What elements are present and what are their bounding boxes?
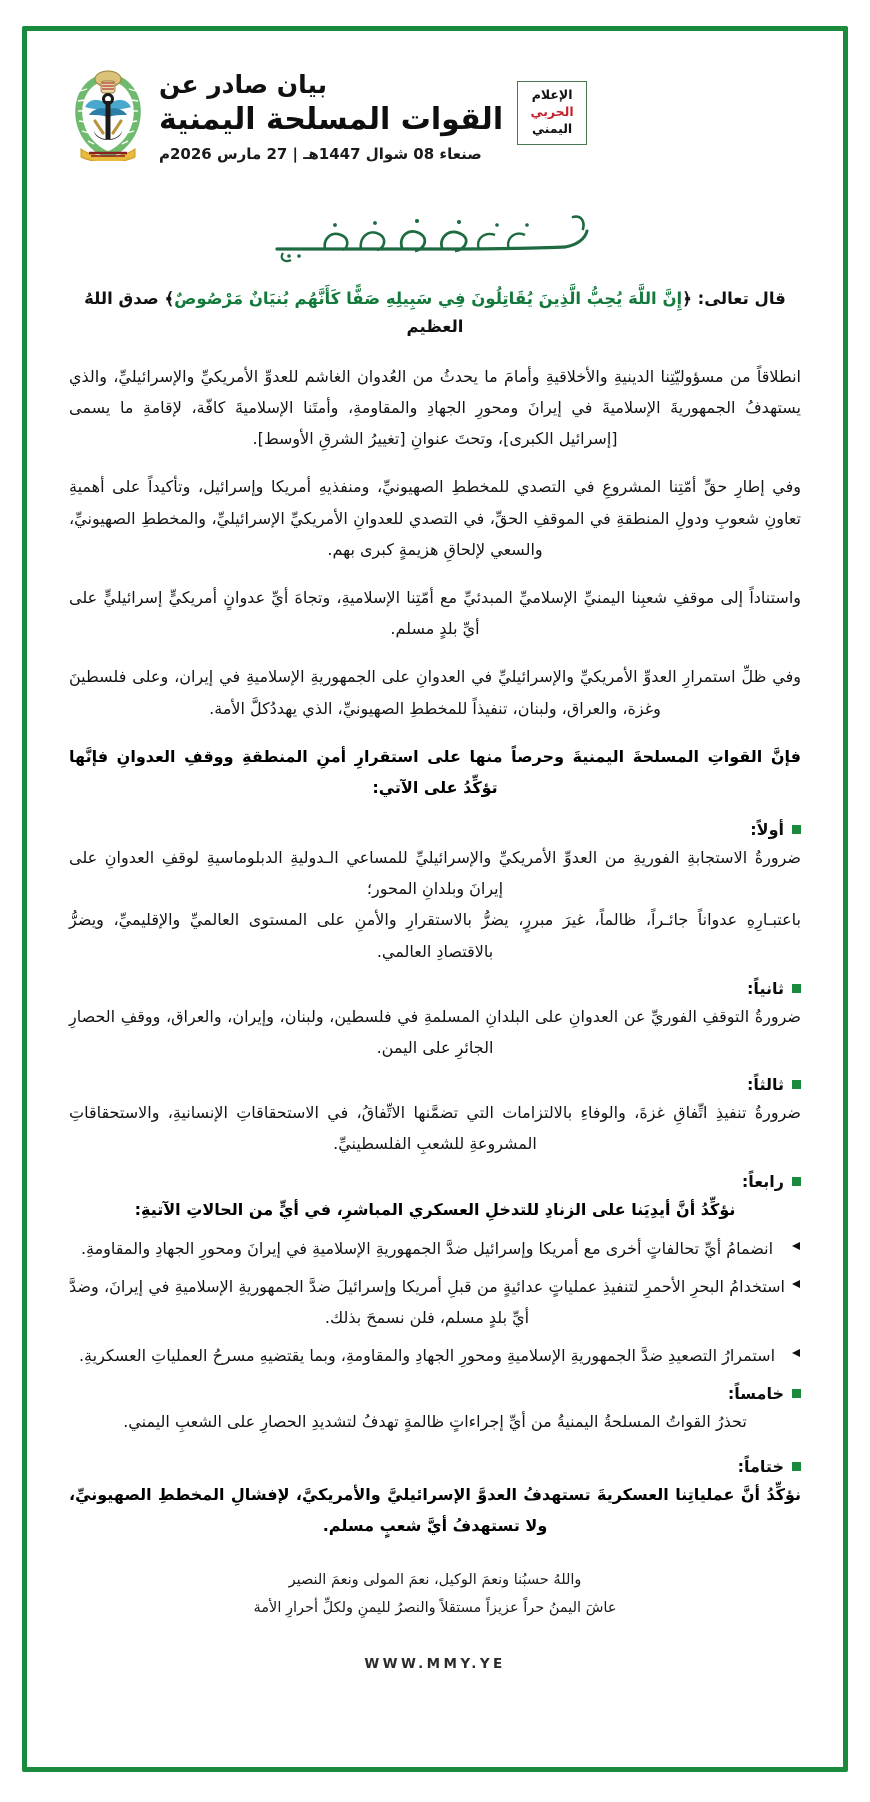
point-label: ثانياً: — [747, 978, 784, 998]
square-bullet-icon — [792, 1389, 801, 1398]
list-item — [69, 1340, 801, 1371]
square-bullet-icon — [792, 1080, 801, 1089]
point-label: ثالثاً: — [747, 1075, 784, 1095]
point-text: باعتبـارِهِ عدواناً جائـراً، ظالماً، غيرَ مبررٍ، يضرُّ بالاستقرارِ والأمنِ على المستوى العالميِّ والإقليميِّ، ويضرُّ بالاقتصادِ العالمي. — [69, 910, 801, 961]
point-heading — [69, 979, 801, 998]
point-heading — [69, 1172, 801, 1191]
media-logo-line-3: اليمني — [532, 120, 573, 136]
statement-point — [69, 1075, 801, 1159]
media-logo-line-1: الإعلام — [531, 87, 573, 102]
square-bullet-icon — [792, 984, 801, 993]
statement-prefix: بيان صادر عن — [159, 70, 328, 99]
quran-verse — [69, 285, 801, 341]
header-title-block — [159, 65, 503, 163]
document-header — [69, 57, 801, 163]
point-label: رابعاً: — [741, 1171, 784, 1191]
point-label: خامساً: — [727, 1383, 784, 1403]
verse-quran-text: إِنَّ اللَّهَ يُحِبُّ الَّذِينَ يُقَاتِلُونَ فِي سَبِيلِهِ صَفًّا كَأَنَّهُم بُنيَانٌ مَرْصُوصٌ — [174, 288, 683, 308]
point-text: ضرورةُ تنفيذِ اتِّفاقِ غزةَ، والوفاءِ بالالتزامات التي تضمَّنها الاتِّفاقُ، في الاستحقاقاتِ الإنسانيةِ، والاستحقاقاتِ المشروعةِ للشعبِ الفلسطينيِّ. — [69, 1103, 801, 1154]
war-media-logo — [517, 81, 587, 145]
statement-point — [69, 979, 801, 1063]
website-footer[interactable]: WWW.MMY.YE — [364, 1656, 506, 1673]
point-text: ضرورةُ الاستجابةِ الفوريةِ من العدوِّ الأمريكيِّ والإسرائيليِّ للمساعي الـدوليةِ الدبلوماسيةِ لوقفِ العدوانِ على إيرانَ وبلدانِ المحور؛ — [69, 848, 801, 899]
document-frame — [22, 26, 848, 1772]
page-title: القوات المسلحة اليمنية — [159, 101, 504, 137]
arrow-bullet-icon — [792, 1349, 801, 1358]
signature-line-2: عاشَ اليمنُ حراً عزيزاً مستقلاً والنصرُ لليمنِ ولكلِّ أحرارِ الأمة — [253, 1599, 617, 1616]
sub-item-text: انضمامُ أيِّ تحالفاتٍ أخرى مع أمريكا وإسرائيل ضدَّ الجمهوريةِ الإسلاميةِ في إيرانَ ومحورِ الجهادِ والمقاومةِ. — [80, 1238, 774, 1258]
yemeni-armed-forces-emblem-icon — [71, 65, 145, 161]
closing-heading — [69, 1457, 801, 1476]
statement-point — [69, 1384, 801, 1437]
list-item — [69, 1233, 801, 1264]
arrow-bullet-icon — [792, 1242, 801, 1251]
body-paragraph: وفي إطارِ حقِّ أمّتِنا المشروعِ في التصدي للمخططِ الصهيونيِّ، ومنفذيهِ أمريكا وإسرائيل، وتأكيداً على أهميةِ تعاونِ شعوبِ ودولِ المنطقةِ في الموقفِ الحقِّ، في التصدي للعدوانِ الأمريكيِّ الإسرائيليِّ، والمخططِ الصهيونيِّ، والسعي لإلحاقِ هزيمةٍ كبرى بهم. — [69, 477, 801, 559]
square-bullet-icon — [792, 1462, 801, 1471]
arrow-bullet-icon — [792, 1280, 801, 1289]
point-sub-list — [69, 1233, 801, 1372]
square-bullet-icon — [792, 1177, 801, 1186]
statement-date: صنعاء 08 شوال 1447هـ | 27 مارس 2026م — [159, 144, 482, 163]
square-bullet-icon — [792, 825, 801, 834]
point-heading — [69, 1075, 801, 1094]
body-paragraph: واستناداً إلى موقفِ شعبِنا اليمنيِّ الإسلاميِّ المبدئيِّ مع أمّتِنا الإسلاميةِ، وتجاهَ أيِّ عدوانٍ أمريكيٍّ إسرائيليٍّ على أيِّ بلدٍ مسلم. — [69, 587, 801, 639]
closing-label: ختاماً: — [737, 1456, 784, 1476]
point-text: نؤكِّدُ أنَّ أيدِيَنا على الزنادِ للتدخلِ العسكري المباشرِ، في أيٍّ من الحالاتِ الآتيةِ: — [134, 1199, 736, 1219]
closing-section — [69, 1457, 801, 1541]
point-text: ضرورةُ التوقفِ الفوريِّ عن العدوانِ على البلدانِ المسلمةِ في فلسطين، ولبنان، وإيران، والعراق، ووقفِ الحصارِ الجائرِ على اليمن. — [69, 1006, 801, 1058]
signature-block — [69, 1567, 801, 1622]
verse-intro: قال تعالى: ﴿ — [682, 288, 786, 308]
lead-statement: فإنَّ القواتِ المسلحةَ اليمنيةَ وحرصاً منها على استقرارِ أمنِ المنطقةِ ووقفِ العدوانِ فإنَّها تؤكِّدُ على الآتي: — [69, 746, 801, 797]
verse-outro: ﴾ صدق اللهُ العظيم — [84, 288, 464, 336]
list-item — [69, 1271, 801, 1333]
statement-point — [69, 820, 801, 967]
body-paragraph: وفي ظلِّ استمرارِ العدوِّ الأمريكيِّ والإسرائيليِّ في العدوانِ على الجمهوريةِ الإسلاميةِ في إيران، وعلى فلسطينَ وغزة، والعراق، ولبنان، تنفيذاً للمخططِ الصهيونيِّ، الذي يهددُكلَّ الأمة. — [69, 667, 801, 718]
sub-item-text: استمرارُ التصعيدِ ضدَّ الجمهوريةِ الإسلاميةِ ومحورِ الجهادِ والمقاومةِ، وبما يقتضيهِ مسرحُ العملياتِ العسكريةِ. — [78, 1346, 776, 1366]
point-heading — [69, 820, 801, 839]
point-heading — [69, 1384, 801, 1403]
signature-line-1: واللهُ حسبُنا ونعمَ الوكيل، نعمَ المولى ونعمَ النصير — [288, 1572, 582, 1589]
media-logo-line-2: الحربي — [530, 103, 574, 119]
closing-text: نؤكِّدُ أنَّ عملياتِنا العسكريةَ تستهدفُ العدوَّ الإسرائيليَّ والأمريكيَّ، لإفشالِ المخططِ الصهيونيِّ، ولا تستهدفُ أيَّ شعبٍ مسلم. — [69, 1484, 801, 1535]
sub-item-text: استخدامُ البحرِ الأحمرِ لتنفيذِ عملياتٍ عدائيةٍ من قبلِ أمريكا وإسرائيلَ ضدَّ الجمهوريةِ الإسلاميةِ في إيرانَ، وضدَّ أيِّ بلدٍ مسلم، فلن نسمحَ بذلك. — [69, 1276, 785, 1328]
point-label: أولاً: — [750, 820, 784, 840]
statement-point — [69, 1172, 801, 1372]
body-paragraph: انطلاقاً من مسؤوليّتِنا الدينيةِ والأخلاقيةِ وأمامَ ما يحدثُ من العُدوان الغاشم للعدوِّ الأمريكيِّ والإسرائيليِّ، والذي يستهدفُ الجمهوريةَ الإسلاميةَ في إيرانَ ومحورِ الجهادِ والمقاومةِ، وأمتَنا الإسلاميةَ كافّة، لإقامةِ ما يسمى [إسرائيل الكبرى]، وتحتَ عنوانِ [تغييرُ الشرقِ الأوسط]. — [69, 366, 801, 449]
point-text: تحذرُ القواتُ المسلحةُ اليمنيةُ من أيِّ إجراءاتٍ ظالمةٍ تهدفُ لتشديدِ الحصارِ على الشعبِ اليمني. — [123, 1411, 747, 1431]
bismillah-calligraphy — [69, 209, 801, 265]
